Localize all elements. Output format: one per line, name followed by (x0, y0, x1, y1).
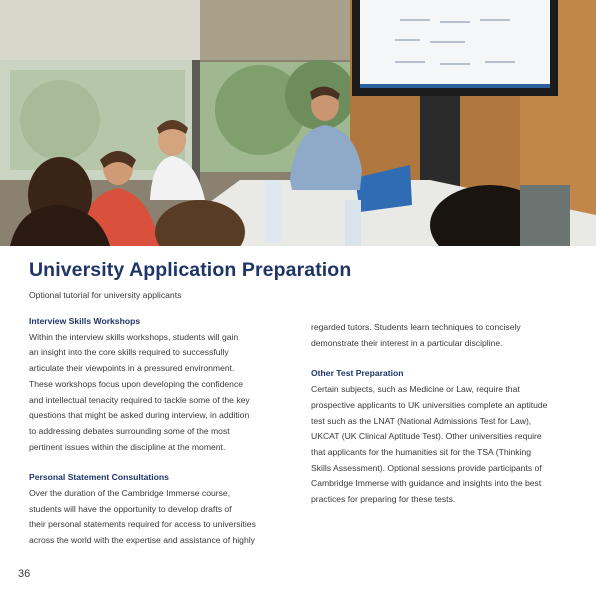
section-body-test-prep: Certain subjects, such as Medicine or Law, require that prospective applicants to UK universities complete an aptitude test such as the LNAT (National Admissions Test for Law), UKCAT (UK Clinical Aptitude Test). Other universities require that applicants for the humanities sit for the TSA (Thinking Skills Assessment). Optional sessions provide participants of Cambridge Immerse with guidance and insights into the best practices for preparing for these tests. (311, 384, 548, 505)
section-heading-interview: Interview Skills Workshops (29, 316, 141, 326)
classroom-photo (0, 0, 596, 246)
section-heading-test-prep: Other Test Preparation (311, 368, 404, 379)
section-body-personal-statement: Over the duration of the Cambridge Immerse course, students will have the opportunity to develop drafts of their personal statements required for access to universities across the world with the expertise and assistance of highly (29, 488, 256, 546)
page-subtitle: Optional tutorial for university applicants (29, 290, 182, 300)
section-heading-personal-statement: Personal Statement Consultations (29, 472, 169, 483)
section-body-personal-statement-continued: regarded tutors. Students learn techniques to concisely demonstrate their interest in a particular discipline. (311, 322, 521, 348)
page-number: 36 (18, 568, 31, 580)
right-column (311, 320, 577, 508)
page-title: University Application Preparation (29, 259, 352, 281)
left-column (29, 314, 291, 549)
section-body-interview: Within the interview skills workshops, students will gain an insight into the core skills required to successfully articulate their viewpoints in a pressured environment. These workshops focus upon developing the confidence and intellectual tenacity required to tackle some of the key questions that might be asked during interview, in addition to addressing debates surrounding some of the most pertinent issues within the discipline at the moment. (29, 331, 250, 452)
